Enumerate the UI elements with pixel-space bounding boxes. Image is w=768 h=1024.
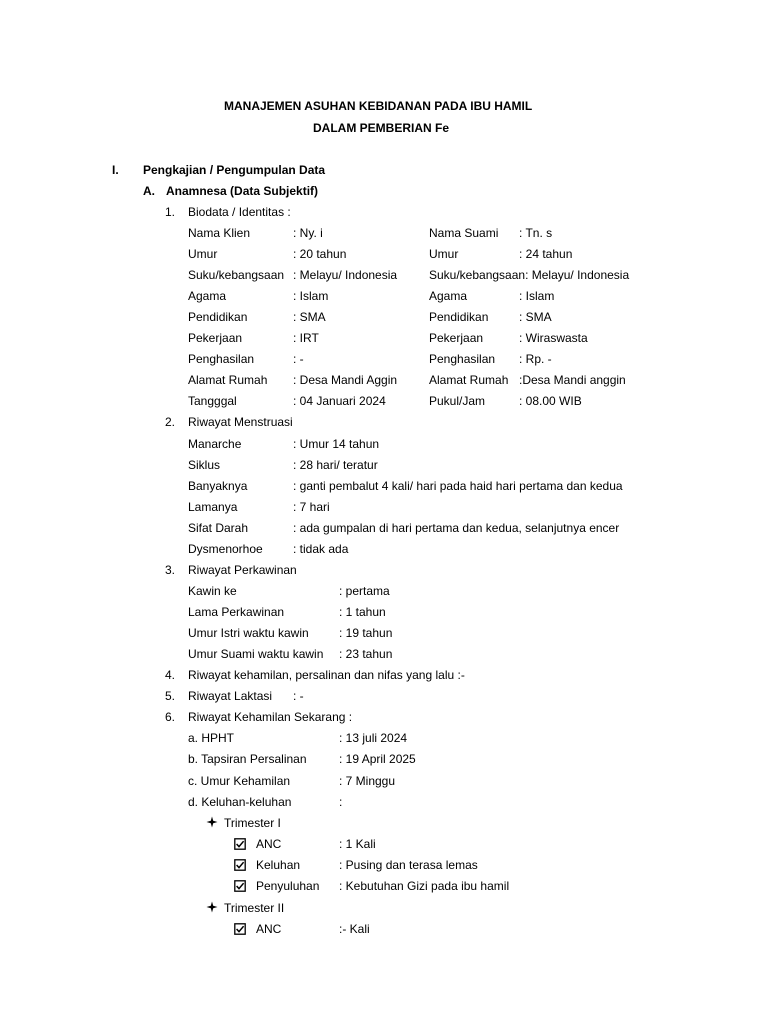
menstruasi-value: : ganti pembalut 4 kali/ hari pada haid hari pertama dan kedua (293, 479, 623, 493)
biodata-key: Nama Klien (188, 226, 251, 240)
kehamilan-key: a. HPHT (188, 731, 235, 745)
item-6-label: Riwayat Kehamilan Sekarang : (188, 710, 353, 724)
menstruasi-key: Banyaknya (188, 479, 248, 493)
trimester-2-value: :- Kali (339, 922, 370, 936)
menstruasi-value: : tidak ada (293, 542, 349, 556)
trimester-2-label: Trimester II (224, 901, 285, 915)
trimester-2-key: ANC (256, 922, 282, 936)
menstruasi-key: Sifat Darah (188, 521, 249, 535)
item-3-number: 3. (165, 563, 176, 577)
biodata-value: : Ny. i (293, 226, 323, 240)
item-4-label: Riwayat kehamilan, persalinan dan nifas yang lalu :- (188, 668, 465, 682)
biodata-key-husband: Nama Suami (429, 226, 499, 240)
biodata-value-husband: : 24 tahun (519, 247, 573, 261)
biodata-key: Pekerjaan (188, 331, 243, 345)
trimester-1-value: : 1 Kali (339, 837, 376, 851)
biodata-value: : IRT (293, 331, 319, 345)
biodata-key-husband: Pukul/Jam (429, 394, 486, 408)
menstruasi-value: : Umur 14 tahun (293, 437, 380, 451)
trimester-1-key: ANC (256, 837, 282, 851)
section-i-number: I. (112, 163, 119, 177)
biodata-value: : Melayu/ Indonesia (293, 268, 398, 282)
perkawinan-key: Umur Suami waktu kawin (188, 647, 324, 661)
item-4-number: 4. (165, 668, 176, 682)
diamond-bullet-icon (206, 901, 218, 913)
menstruasi-value: : ada gumpalan di hari pertama dan kedua, selanjutnya encer (293, 521, 620, 535)
kehamilan-value: : 7 Minggu (339, 774, 396, 788)
biodata-key: Tangggal (188, 394, 237, 408)
biodata-key-husband: Suku/kebangsaan: Melayu/ Indonesia (429, 268, 630, 282)
menstruasi-key: Dysmenorhoe (188, 542, 263, 556)
kehamilan-key: d. Keluhan-keluhan (188, 795, 292, 809)
item-2-label: Riwayat Menstruasi (188, 415, 293, 429)
biodata-value: : Desa Mandi Aggin (293, 373, 398, 387)
biodata-value: : 20 tahun (293, 247, 347, 261)
biodata-value-husband: : Rp. - (519, 352, 552, 366)
item-3-label: Riwayat Perkawinan (188, 563, 297, 577)
biodata-key-husband: Penghasilan (429, 352, 496, 366)
biodata-value: : 04 Januari 2024 (293, 394, 386, 408)
trimester-1-label: Trimester I (224, 816, 281, 830)
biodata-value-husband: :Desa Mandi anggin (519, 373, 626, 387)
perkawinan-key: Umur Istri waktu kawin (188, 626, 309, 640)
diamond-bullet-icon (206, 816, 218, 828)
perkawinan-key: Kawin ke (188, 584, 237, 598)
trimester-1-value: : Kebutuhan Gizi pada ibu hamil (339, 879, 510, 893)
biodata-key: Suku/kebangsaan (188, 268, 285, 282)
doc-title-line2: DALAM PEMBERIAN Fe (313, 121, 450, 135)
menstruasi-key: Siklus (188, 458, 221, 472)
perkawinan-value: : 19 tahun (339, 626, 393, 640)
biodata-value: : SMA (293, 310, 326, 324)
trimester-1-key: Penyuluhan (256, 879, 320, 893)
section-i-heading: Pengkajian / Pengumpulan Data (143, 163, 326, 177)
biodata-value-husband: : Wiraswasta (519, 331, 588, 345)
section-a-heading: Anamnesa (Data Subjektif) (166, 184, 319, 198)
section-a-number: A. (143, 184, 155, 198)
item-5-number: 5. (165, 689, 176, 703)
checkbox-checked-icon (234, 859, 246, 871)
biodata-key-husband: Agama (429, 289, 468, 303)
biodata-value-husband: : Islam (519, 289, 555, 303)
perkawinan-value: : pertama (339, 584, 390, 598)
biodata-key: Pendidikan (188, 310, 248, 324)
item-5-label: Riwayat Laktasi (188, 689, 273, 703)
perkawinan-value: : 1 tahun (339, 605, 386, 619)
menstruasi-key: Manarche (188, 437, 242, 451)
biodata-key-husband: Pendidikan (429, 310, 489, 324)
kehamilan-value: : 13 juli 2024 (339, 731, 408, 745)
biodata-value-husband: : SMA (519, 310, 552, 324)
biodata-value-husband: : Tn. s (519, 226, 553, 240)
kehamilan-key: b. Tapsiran Persalinan (188, 752, 307, 766)
biodata-key-husband: Alamat Rumah (429, 373, 509, 387)
doc-title-line1: MANAJEMEN ASUHAN KEBIDANAN PADA IBU HAMIL (224, 99, 533, 113)
checkbox-checked-icon (234, 880, 246, 892)
checkbox-checked-icon (234, 838, 246, 850)
kehamilan-value: : (339, 795, 343, 809)
menstruasi-value: : 7 hari (293, 500, 330, 514)
biodata-key: Penghasilan (188, 352, 255, 366)
biodata-key: Alamat Rumah (188, 373, 268, 387)
perkawinan-value: : 23 tahun (339, 647, 393, 661)
biodata-key-husband: Pekerjaan (429, 331, 484, 345)
biodata-key: Agama (188, 289, 227, 303)
biodata-key: Umur (188, 247, 218, 261)
item-1-number: 1. (165, 205, 176, 219)
menstruasi-key: Lamanya (188, 500, 238, 514)
item-2-number: 2. (165, 415, 176, 429)
menstruasi-value: : 28 hari/ teratur (293, 458, 378, 472)
biodata-value: : - (293, 352, 304, 366)
kehamilan-value: : 19 April 2025 (339, 752, 416, 766)
trimester-1-key: Keluhan (256, 858, 301, 872)
checkbox-checked-icon (234, 923, 246, 935)
perkawinan-key: Lama Perkawinan (188, 605, 285, 619)
item-1-label: Biodata / Identitas : (188, 205, 291, 219)
trimester-1-value: : Pusing dan terasa lemas (339, 858, 478, 872)
item-5-value: : - (293, 689, 304, 703)
kehamilan-key: c. Umur Kehamilan (188, 774, 291, 788)
biodata-value-husband: : 08.00 WIB (519, 394, 582, 408)
item-6-number: 6. (165, 710, 176, 724)
biodata-key-husband: Umur (429, 247, 459, 261)
biodata-value: : Islam (293, 289, 329, 303)
